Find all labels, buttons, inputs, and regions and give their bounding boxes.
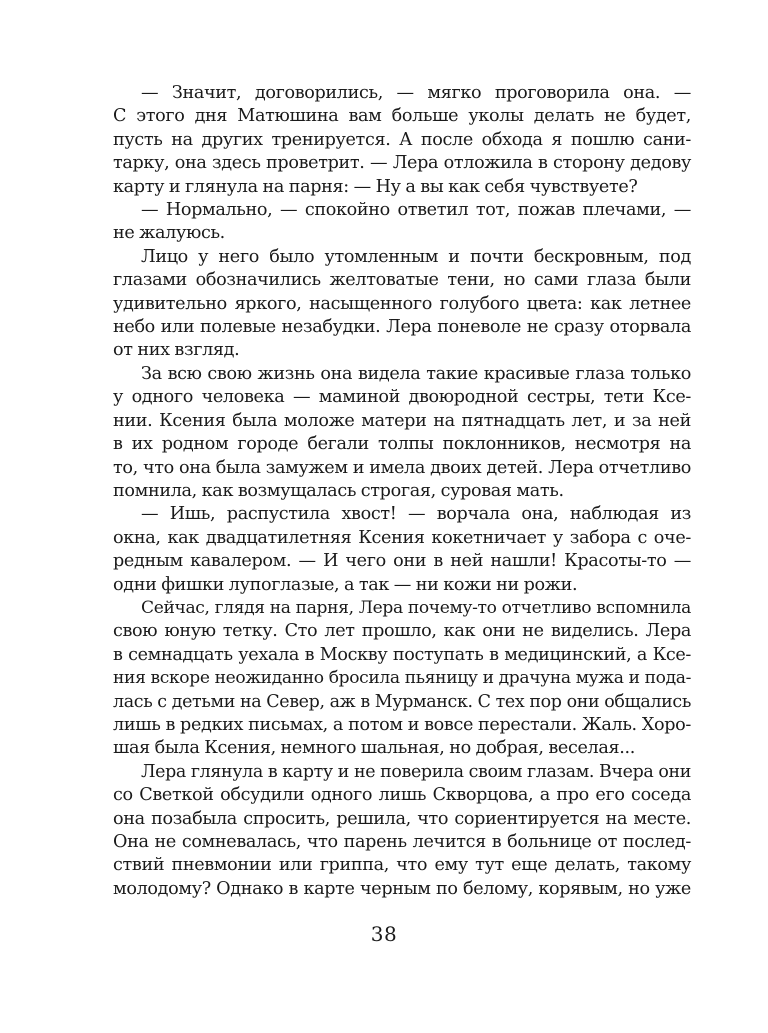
- text-line: свою юную тетку. Сто лет прошло, как они не виделись. Лера: [113, 621, 691, 642]
- paragraph: [113, 761, 691, 901]
- paragraph: [113, 503, 691, 597]
- body-text: [113, 82, 691, 901]
- text-line: то, что она была замужем и имела двоих детей. Лера отчетливо: [113, 457, 691, 478]
- text-line: ствий пневмонии или гриппа, что ему тут еще делать, такому: [113, 855, 691, 876]
- text-line: шая была Ксения, немного шальная, но добрая, веселая...: [113, 738, 635, 759]
- text-line: глазами обозначились желтоватые тени, но сами глаза были: [113, 270, 691, 291]
- page-number: 38: [370, 922, 398, 946]
- paragraph: [113, 246, 691, 363]
- text-line: пусть на других тренируется. А после обхода я пошлю сани-: [113, 129, 691, 150]
- text-line: С этого дня Матюшина вам больше уколы делать не будет,: [113, 106, 691, 127]
- text-line: окна, как двадцатилетняя Ксения кокетничает у забора с оче-: [113, 527, 691, 548]
- text-line: не жалуюсь.: [113, 223, 225, 244]
- text-line: небо или полевые незабудки. Лера поневоле не сразу оторвала: [113, 317, 691, 338]
- text-line: лась с детьми на Север, аж в Мурманск. С тех пор они общались: [113, 691, 691, 712]
- text-line: удивительно яркого, насыщенного голубого цвета: как летнее: [113, 293, 691, 314]
- text-line: — Значит, договорились, — мягко проговорила она. —: [141, 83, 691, 103]
- text-line: — Ишь, распустила хвост! — ворчала она, наблюдая из: [141, 504, 691, 525]
- text-line: Она не сомневалась, что парень лечится в больнице от послед-: [113, 832, 691, 852]
- text-line: — Нормально, — спокойно ответил тот, пожав плечами, —: [141, 200, 691, 221]
- text-line: карту и глянула на парня: — Ну а вы как себя чувствуете?: [113, 176, 638, 197]
- paragraph: [113, 199, 691, 246]
- text-line: она позабыла спросить, решила, что сориентируется на месте.: [113, 808, 691, 829]
- text-line: помнила, как возмущалась строгая, суровая мать.: [113, 480, 564, 501]
- text-line: За всю свою жизнь она видела такие красивые глаза только: [141, 363, 691, 384]
- text-line: ния вскоре неожиданно бросила пьяницу и драчуна мужа и пода-: [113, 668, 691, 689]
- text-line: лишь в редких письмах, а потом и вовсе перестали. Жаль. Хоро-: [113, 714, 691, 735]
- text-line: от них взгляд.: [113, 340, 240, 361]
- text-line: со Светкой обсудили одного лишь Скворцова, а про его соседа: [113, 785, 691, 806]
- text-line: в семнадцать уехала в Москву поступать в медицинский, а Ксе-: [113, 644, 691, 665]
- text-line: Лицо у него было утомленным и почти бескровным, под: [141, 246, 691, 267]
- text-line: редным кавалером. — И чего они в ней нашли! Красоты-то —: [113, 551, 691, 572]
- text-line: тарку, она здесь проветрит. — Лера отложила в сторону дедову: [113, 153, 691, 174]
- text-line: в их родном городе бегали толпы поклонников, несмотря на: [113, 434, 691, 455]
- text-line: Лера глянула в карту и не поверила своим глазам. Вчера они: [141, 761, 691, 782]
- text-line: у одного человека — маминой двоюродной сестры, тети Ксе-: [113, 387, 691, 408]
- paragraph: [113, 363, 691, 503]
- text-line: одни фишки лупоглазые, а так — ни кожи ни рожи.: [113, 574, 578, 595]
- text-line: молодому? Однако в карте черным по белому, корявым, но уже: [113, 878, 691, 899]
- text-line: нии. Ксения была моложе матери на пятнадцать лет, и за ней: [113, 410, 691, 431]
- paragraph: [113, 597, 691, 761]
- paragraph: [113, 82, 691, 199]
- text-line: Сейчас, глядя на парня, Лера почему-то отчетливо вспомнила: [141, 597, 691, 618]
